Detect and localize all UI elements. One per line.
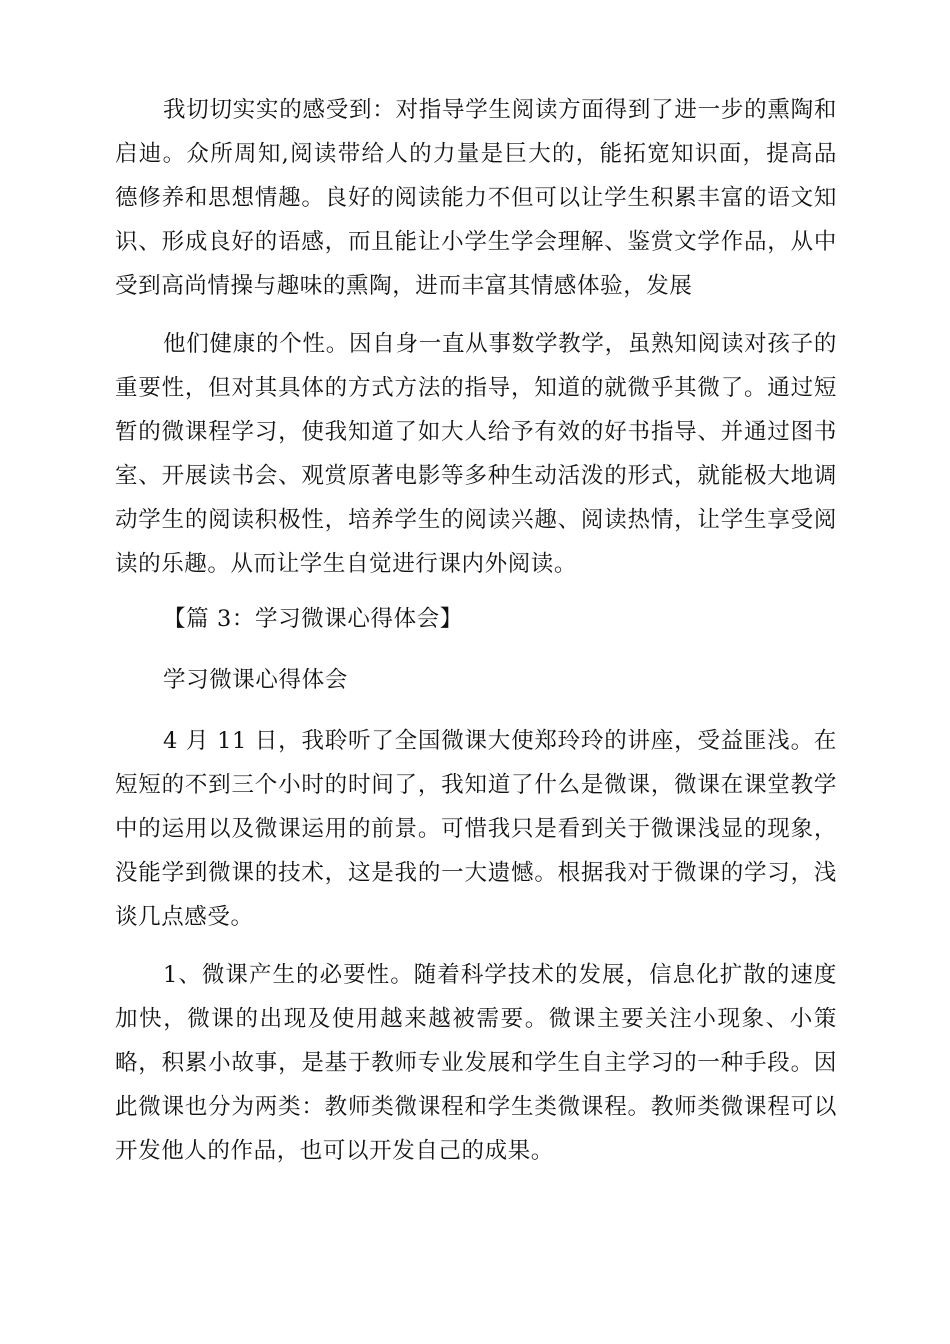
body-paragraph: 4 月 11 日，我聆听了全国微课大使郑玲玲的讲座，受益匪浅。在短短的不到三个小时的时间了，我知道了什么是微课，微课在课堂教学中的运用以及微课运用的前景。可惜我只是看到关于微课浅显的现象，没能学到微课的技术，这是我的一大遗憾。根据我对于微课的学习，浅谈几点感受。: [115, 728, 837, 930]
body-paragraph: 1、微课产生的必要性。随着科学技术的发展，信息化扩散的速度加快，微课的出现及使用越来越被需要。微课主要关注小现象、小策略，积累小故事，是基于教师专业发展和学生自主学习的一种手段。因此微课也分为两类：教师类微课程和学生类微课程。教师类微课程可以开发他人的作品，也可以开发自己的成果。: [115, 962, 837, 1164]
article-title: 学习微课心得体会: [163, 667, 348, 693]
section-heading: 【篇 3：学习微课心得体会】: [163, 606, 463, 632]
body-paragraph: 我切切实实的感受到：对指导学生阅读方面得到了进一步的熏陶和启迪。众所周知,阅读带给人的力量是巨大的，能拓宽知识面，提高品德修养和思想情趣。良好的阅读能力不但可以让学生积累丰富的语文知识、形成良好的语感，而且能让小学生学会理解、鉴赏文学作品，从中受到高尚情操与趣味的熏陶，进而丰富其情感体验，发展: [115, 97, 837, 299]
body-paragraph: 他们健康的个性。因自身一直从事数学教学，虽熟知阅读对孩子的重要性，但对其具体的方式方法的指导，知道的就微乎其微了。通过短暂的微课程学习，使我知道了如大人给予有效的好书指导、并通过图书室、开展读书会、观赏原著电影等多种生动活泼的形式，就能极大地调动学生的阅读积极性，培养学生的阅读兴趣、阅读热情，让学生享受阅读的乐趣。从而让学生自觉进行课内外阅读。: [115, 331, 837, 577]
